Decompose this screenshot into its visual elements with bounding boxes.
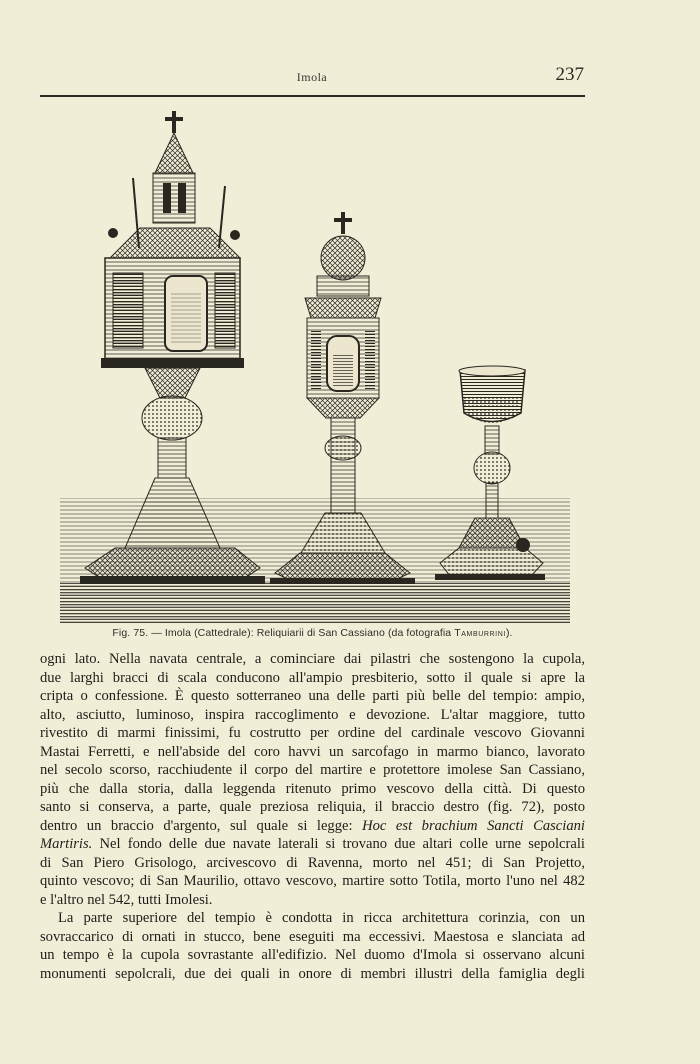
paragraph	[40, 650, 585, 909]
text-line	[40, 835, 585, 854]
text-line: La parte superiore del tempio è condotta in ricca architettura corinzia, con un	[58, 910, 585, 926]
caption-end: ).	[505, 627, 513, 639]
text-line: alto, asciutto, luminoso, inspira raccoglimento e devozione. L'altar maggiore, tutto	[40, 706, 585, 723]
text-line: di San Piero Grisologo, arcivescovo di Ravenna, morto nel 451; di San Projetto,	[40, 854, 585, 871]
text-line: cripta o confessione. È questo sotterraneo una delle parti più belle del tempio: ampio,	[40, 688, 585, 704]
text-line	[40, 817, 585, 836]
latin-inscription-end: Martiris.	[40, 836, 93, 852]
reliquaries-illustration	[55, 108, 575, 628]
header-rule	[40, 95, 585, 97]
text-segment: dentro un braccio d'argento, sul quale si legge:	[40, 817, 363, 834]
text-line: santo si conserva, a parte, quale preziosa reliquia, il braccio destro (fig. 72), posto	[40, 799, 585, 815]
text-line: e l'altro nel 542, tutti Imolesi.	[40, 891, 213, 908]
running-title: Imola	[296, 70, 328, 84]
text-line: più che dalla storia, dalla leggenda ritenuto primo vescovo della città. Di questo	[40, 780, 585, 797]
text-line: Mastai Ferretti, e nell'abside del coro havvi un sarcofago in marmo bianco, lavorato	[40, 743, 585, 760]
caption-photographer: Tamburrini	[454, 627, 506, 639]
running-head	[40, 62, 584, 92]
body-text	[40, 650, 585, 983]
text-line: rivestito di marmi finissimi, fu costrutto per ordine del cardinale vescovo Giovanni	[40, 725, 585, 741]
text-line: due larghi bracci di scala conducono all'ampio presbiterio, sotto il quale si apre la	[40, 669, 585, 686]
text-segment: Nel fondo delle due navate laterali si trovano due altari colle urne sepolcrali	[92, 836, 585, 852]
text-line: nel secolo scorso, racchiudente il corpo del martire e protettore imolese San Cassiano,	[40, 762, 585, 778]
text-line: quinto vescovo; di San Maurilio, ottavo vescovo, martire sotto Totila, morto l'uno nel 482	[40, 873, 585, 889]
page-number: 237	[555, 64, 584, 85]
text-line: ogni lato. Nella navata centrale, a cominciare dai pilastri che sostengono la cupola,	[40, 651, 585, 667]
figure-caption	[40, 627, 585, 639]
text-line: sovraccarico di ornati in stucco, bene eseguiti ma eccessivi. Maestosa e slanciata ad	[40, 928, 585, 945]
caption-text: Fig. 75. — Imola (Cattedrale): Reliquiarii di San Cassiano (da fotografia	[112, 627, 455, 639]
text-line: monumenti sepolcrali, due dei quali in onore di membri illustri della famiglia degli	[40, 965, 585, 982]
paragraph	[40, 909, 585, 983]
latin-inscription: Hoc est brachium Sancti Casciani	[362, 817, 585, 834]
text-line: un tempo è la cupola sovrastante all'edifizio. Nel duomo d'Imola si osservano alcuni	[40, 947, 585, 963]
